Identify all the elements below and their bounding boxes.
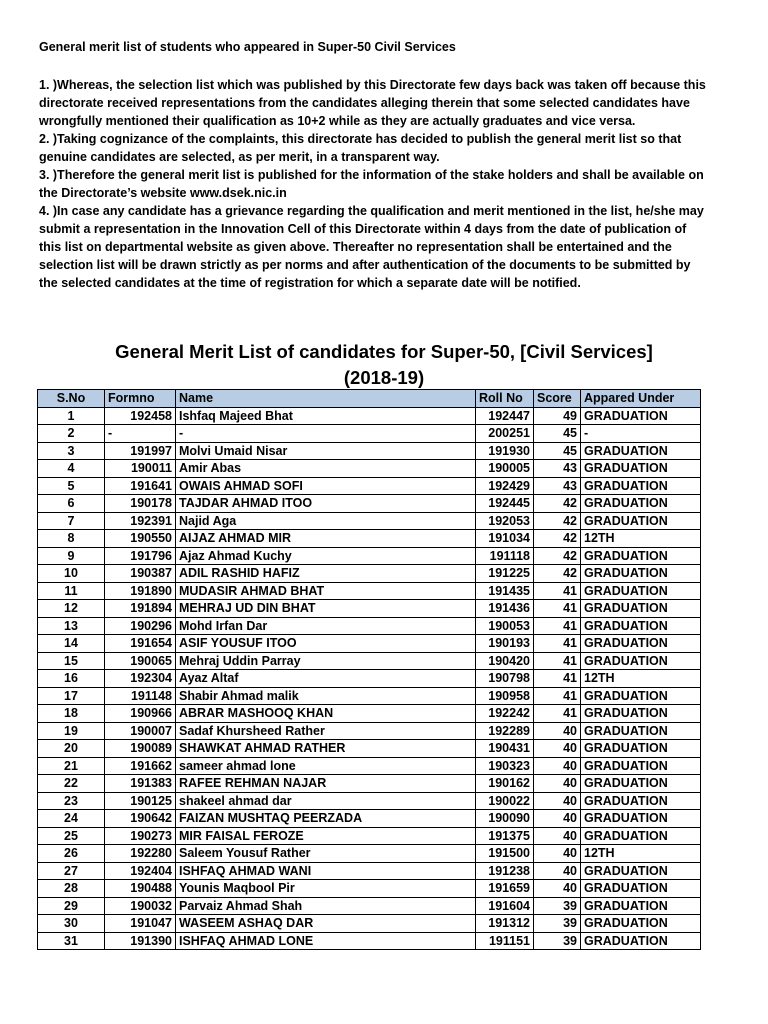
cell-name: Shabir Ahmad malik [176, 687, 476, 705]
cell-rollno: 191659 [476, 880, 534, 898]
merit-list-title: General Merit List of candidates for Super-50, [Civil Services] [115, 341, 653, 362]
cell-appeared-under: GRADUATION [581, 477, 701, 495]
table-row [38, 897, 701, 915]
table-row [38, 722, 701, 740]
cell-name: ISHFAQ AHMAD LONE [176, 932, 476, 950]
table-row [38, 495, 701, 513]
table-row [38, 792, 701, 810]
cell-sno: 23 [38, 792, 105, 810]
cell-appeared-under: GRADUATION [581, 757, 701, 775]
table-row [38, 757, 701, 775]
cell-rollno: 191500 [476, 845, 534, 863]
cell-appeared-under: - [581, 425, 701, 443]
table-row [38, 915, 701, 933]
cell-name: Molvi Umaid Nisar [176, 442, 476, 460]
table-row [38, 582, 701, 600]
cell-rollno: 200251 [476, 425, 534, 443]
cell-formno: 190273 [105, 827, 176, 845]
cell-score: 42 [534, 565, 581, 583]
cell-formno: 190032 [105, 897, 176, 915]
column-header-formno: Formno [105, 390, 176, 408]
cell-sno: 20 [38, 740, 105, 758]
cell-name: ISHFAQ AHMAD WANI [176, 862, 476, 880]
cell-rollno: 191436 [476, 600, 534, 618]
cell-rollno: 191930 [476, 442, 534, 460]
cell-score: 40 [534, 810, 581, 828]
table-row [38, 477, 701, 495]
cell-rollno: 192445 [476, 495, 534, 513]
cell-formno: 191997 [105, 442, 176, 460]
notes-section [39, 76, 709, 292]
cell-score: 39 [534, 897, 581, 915]
cell-formno: 191641 [105, 477, 176, 495]
cell-score: 41 [534, 617, 581, 635]
cell-formno: 190178 [105, 495, 176, 513]
table-row [38, 617, 701, 635]
cell-score: 41 [534, 600, 581, 618]
cell-formno: 192404 [105, 862, 176, 880]
cell-rollno: 190431 [476, 740, 534, 758]
cell-rollno: 190090 [476, 810, 534, 828]
cell-rollno: 191118 [476, 547, 534, 565]
table-row [38, 932, 701, 950]
cell-name: Saleem Yousuf Rather [176, 845, 476, 863]
cell-score: 39 [534, 915, 581, 933]
cell-formno: 191148 [105, 687, 176, 705]
cell-name: Mohd Irfan Dar [176, 617, 476, 635]
cell-rollno: 191225 [476, 565, 534, 583]
cell-sno: 5 [38, 477, 105, 495]
cell-appeared-under: GRADUATION [581, 687, 701, 705]
cell-formno: 192391 [105, 512, 176, 530]
cell-score: 40 [534, 740, 581, 758]
cell-rollno: 190420 [476, 652, 534, 670]
cell-appeared-under: GRADUATION [581, 775, 701, 793]
cell-score: 41 [534, 635, 581, 653]
cell-score: 45 [534, 425, 581, 443]
cell-name: OWAIS AHMAD SOFI [176, 477, 476, 495]
cell-appeared-under: GRADUATION [581, 740, 701, 758]
cell-sno: 9 [38, 547, 105, 565]
cell-score: 40 [534, 792, 581, 810]
cell-score: 40 [534, 845, 581, 863]
cell-appeared-under: 12TH [581, 845, 701, 863]
cell-name: SHAWKAT AHMAD RATHER [176, 740, 476, 758]
cell-appeared-under: 12TH [581, 670, 701, 688]
cell-name: shakeel ahmad dar [176, 792, 476, 810]
cell-rollno: 192242 [476, 705, 534, 723]
cell-sno: 2 [38, 425, 105, 443]
document-heading: General merit list of students who appeared in Super-50 Civil Services [39, 40, 456, 54]
cell-appeared-under: GRADUATION [581, 442, 701, 460]
cell-score: 42 [534, 495, 581, 513]
table-row [38, 442, 701, 460]
column-header-rollno: Roll No [476, 390, 534, 408]
cell-rollno: 190958 [476, 687, 534, 705]
cell-formno: 191796 [105, 547, 176, 565]
cell-formno: 191662 [105, 757, 176, 775]
cell-appeared-under: GRADUATION [581, 810, 701, 828]
cell-appeared-under: GRADUATION [581, 652, 701, 670]
cell-formno: 190387 [105, 565, 176, 583]
cell-rollno: 190798 [476, 670, 534, 688]
table-row [38, 845, 701, 863]
cell-appeared-under: GRADUATION [581, 705, 701, 723]
table-row [38, 687, 701, 705]
merit-table-body [38, 407, 701, 950]
cell-formno: 190011 [105, 460, 176, 478]
note-3: 3. )Therefore the general merit list is published for the information of the stake holders and shall be available on the Directorate’s website www.dsek.nic.in [39, 168, 704, 200]
cell-rollno: 191435 [476, 582, 534, 600]
cell-score: 41 [534, 670, 581, 688]
table-row [38, 705, 701, 723]
cell-appeared-under: GRADUATION [581, 827, 701, 845]
cell-name: MIR FAISAL FEROZE [176, 827, 476, 845]
cell-sno: 31 [38, 932, 105, 950]
cell-sno: 8 [38, 530, 105, 548]
cell-name: ASIF YOUSUF ITOO [176, 635, 476, 653]
cell-formno: 192304 [105, 670, 176, 688]
cell-appeared-under: GRADUATION [581, 460, 701, 478]
table-row [38, 512, 701, 530]
cell-formno: 190550 [105, 530, 176, 548]
cell-appeared-under: GRADUATION [581, 722, 701, 740]
table-row [38, 635, 701, 653]
cell-rollno: 192429 [476, 477, 534, 495]
table-row [38, 460, 701, 478]
cell-score: 41 [534, 582, 581, 600]
cell-appeared-under: GRADUATION [581, 932, 701, 950]
cell-name: ADIL RASHID HAFIZ [176, 565, 476, 583]
cell-score: 40 [534, 757, 581, 775]
cell-formno: 192458 [105, 407, 176, 425]
cell-rollno: 191238 [476, 862, 534, 880]
cell-formno: 192280 [105, 845, 176, 863]
cell-sno: 19 [38, 722, 105, 740]
cell-sno: 16 [38, 670, 105, 688]
cell-score: 43 [534, 460, 581, 478]
cell-sno: 27 [38, 862, 105, 880]
cell-name: Amir Abas [176, 460, 476, 478]
cell-sno: 29 [38, 897, 105, 915]
cell-formno: 191047 [105, 915, 176, 933]
cell-appeared-under: GRADUATION [581, 617, 701, 635]
cell-formno: 190642 [105, 810, 176, 828]
note-2: 2. )Taking cognizance of the complaints, this directorate has decided to publish the general merit list so that genuine candidates are selected, as per merit, in a transparent way. [39, 132, 682, 164]
cell-sno: 14 [38, 635, 105, 653]
cell-sno: 30 [38, 915, 105, 933]
cell-name: Najid Aga [176, 512, 476, 530]
table-row [38, 547, 701, 565]
cell-name: Mehraj Uddin Parray [176, 652, 476, 670]
cell-formno: 190966 [105, 705, 176, 723]
cell-score: 40 [534, 775, 581, 793]
cell-rollno: 190022 [476, 792, 534, 810]
cell-rollno: 190162 [476, 775, 534, 793]
table-row [38, 530, 701, 548]
cell-name: RAFEE REHMAN NAJAR [176, 775, 476, 793]
table-row [38, 775, 701, 793]
cell-name: WASEEM ASHAQ DAR [176, 915, 476, 933]
column-header-name: Name [176, 390, 476, 408]
cell-name: Younis Maqbool Pir [176, 880, 476, 898]
cell-formno: 191383 [105, 775, 176, 793]
cell-score: 40 [534, 722, 581, 740]
cell-name: - [176, 425, 476, 443]
table-row [38, 740, 701, 758]
cell-appeared-under: GRADUATION [581, 897, 701, 915]
cell-appeared-under: GRADUATION [581, 582, 701, 600]
cell-name: MUDASIR AHMAD BHAT [176, 582, 476, 600]
table-header-row [38, 390, 701, 408]
cell-formno: 190488 [105, 880, 176, 898]
cell-name: MEHRAJ UD DIN BHAT [176, 600, 476, 618]
cell-score: 41 [534, 687, 581, 705]
cell-sno: 1 [38, 407, 105, 425]
cell-appeared-under: GRADUATION [581, 547, 701, 565]
table-row [38, 810, 701, 828]
cell-score: 42 [534, 512, 581, 530]
cell-formno: 190065 [105, 652, 176, 670]
cell-score: 43 [534, 477, 581, 495]
table-row [38, 880, 701, 898]
cell-score: 40 [534, 880, 581, 898]
cell-score: 41 [534, 705, 581, 723]
table-row [38, 827, 701, 845]
cell-sno: 7 [38, 512, 105, 530]
cell-rollno: 191034 [476, 530, 534, 548]
cell-appeared-under: 12TH [581, 530, 701, 548]
cell-appeared-under: GRADUATION [581, 565, 701, 583]
cell-formno: 191894 [105, 600, 176, 618]
cell-name: Ajaz Ahmad Kuchy [176, 547, 476, 565]
cell-name: Ayaz Altaf [176, 670, 476, 688]
cell-rollno: 191604 [476, 897, 534, 915]
cell-sno: 12 [38, 600, 105, 618]
cell-formno: - [105, 425, 176, 443]
cell-score: 42 [534, 530, 581, 548]
cell-appeared-under: GRADUATION [581, 600, 701, 618]
cell-sno: 3 [38, 442, 105, 460]
cell-formno: 190296 [105, 617, 176, 635]
cell-sno: 4 [38, 460, 105, 478]
cell-name: Ishfaq Majeed Bhat [176, 407, 476, 425]
cell-rollno: 190005 [476, 460, 534, 478]
cell-rollno: 192053 [476, 512, 534, 530]
cell-formno: 191654 [105, 635, 176, 653]
cell-sno: 22 [38, 775, 105, 793]
table-row [38, 565, 701, 583]
cell-appeared-under: GRADUATION [581, 407, 701, 425]
cell-name: sameer ahmad lone [176, 757, 476, 775]
cell-sno: 13 [38, 617, 105, 635]
table-row [38, 600, 701, 618]
cell-name: Parvaiz Ahmad Shah [176, 897, 476, 915]
cell-sno: 15 [38, 652, 105, 670]
cell-rollno: 190193 [476, 635, 534, 653]
table-row [38, 862, 701, 880]
cell-score: 40 [534, 862, 581, 880]
cell-name: ABRAR MASHOOQ KHAN [176, 705, 476, 723]
cell-rollno: 192447 [476, 407, 534, 425]
cell-appeared-under: GRADUATION [581, 792, 701, 810]
cell-appeared-under: GRADUATION [581, 512, 701, 530]
cell-appeared-under: GRADUATION [581, 862, 701, 880]
cell-sno: 6 [38, 495, 105, 513]
cell-appeared-under: GRADUATION [581, 915, 701, 933]
cell-sno: 10 [38, 565, 105, 583]
cell-sno: 18 [38, 705, 105, 723]
cell-rollno: 190323 [476, 757, 534, 775]
cell-formno: 191390 [105, 932, 176, 950]
cell-rollno: 191151 [476, 932, 534, 950]
note-4: 4. )In case any candidate has a grievance regarding the qualification and merit mentioned in the list, he/she may submit a representation in the Innovation Cell of this Directorate within 4 days from the date of publication of this list on departmental website as given above. Thereafter no representation shall be entertained and the selection list will be drawn strictly as per norms and after authentication of the documents to be submitted by the selected candidates at the time of registration for which a separate date will be notified. [39, 204, 704, 290]
table-row [38, 407, 701, 425]
cell-name: FAIZAN MUSHTAQ PEERZADA [176, 810, 476, 828]
cell-score: 41 [534, 652, 581, 670]
cell-formno: 190125 [105, 792, 176, 810]
cell-sno: 11 [38, 582, 105, 600]
cell-formno: 191890 [105, 582, 176, 600]
cell-rollno: 191375 [476, 827, 534, 845]
column-header-score: Score [534, 390, 581, 408]
cell-sno: 21 [38, 757, 105, 775]
table-row [38, 670, 701, 688]
cell-score: 45 [534, 442, 581, 460]
cell-rollno: 190053 [476, 617, 534, 635]
cell-rollno: 192289 [476, 722, 534, 740]
cell-score: 39 [534, 932, 581, 950]
table-row [38, 652, 701, 670]
merit-list-session: (2018-19) [343, 367, 425, 388]
cell-name: AIJAZ AHMAD MIR [176, 530, 476, 548]
cell-appeared-under: GRADUATION [581, 880, 701, 898]
cell-name: Sadaf Khursheed Rather [176, 722, 476, 740]
cell-sno: 26 [38, 845, 105, 863]
cell-appeared-under: GRADUATION [581, 495, 701, 513]
cell-formno: 190007 [105, 722, 176, 740]
column-header-appeared-under: Appared Under [581, 390, 701, 408]
table-row [38, 425, 701, 443]
cell-name: TAJDAR AHMAD ITOO [176, 495, 476, 513]
cell-sno: 24 [38, 810, 105, 828]
cell-rollno: 191312 [476, 915, 534, 933]
note-1: 1. )Whereas, the selection list which was published by this Directorate few days back was taken off because this directorate received representations from the candidates alleging therein that some selected candidates have wrongfully mentioned their qualification as 10+2 while as they are actually graduates and vice versa. [39, 78, 706, 128]
cell-score: 42 [534, 547, 581, 565]
cell-score: 40 [534, 827, 581, 845]
column-header-sno: S.No [38, 390, 105, 408]
cell-sno: 25 [38, 827, 105, 845]
cell-sno: 17 [38, 687, 105, 705]
cell-appeared-under: GRADUATION [581, 635, 701, 653]
cell-sno: 28 [38, 880, 105, 898]
cell-score: 49 [534, 407, 581, 425]
cell-formno: 190089 [105, 740, 176, 758]
merit-table [37, 389, 701, 950]
